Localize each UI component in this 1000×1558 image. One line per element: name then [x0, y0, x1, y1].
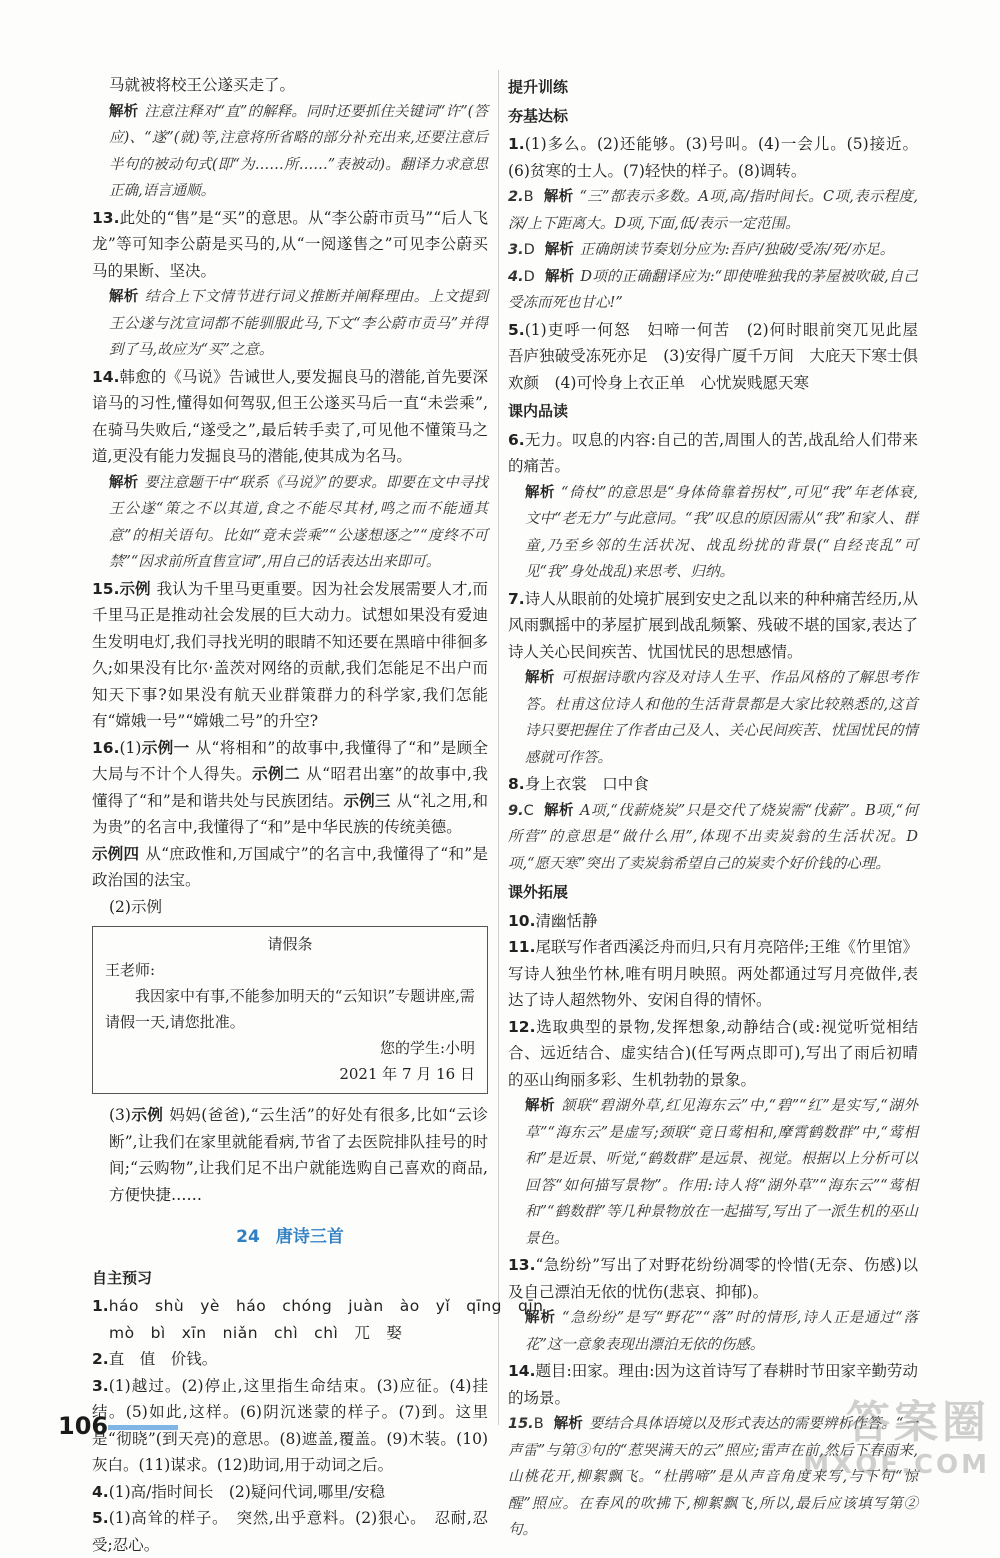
intro-line: 马就被将校王公遂买走了。	[109, 76, 296, 94]
leave-note-signature: 您的学生:小明	[379, 1039, 475, 1057]
site-watermark	[803, 1386, 990, 1480]
watermark-url: MXQE.COM	[803, 1450, 990, 1480]
question-16-example-4: 示例四 从“庶政惟和,万国咸宁”的名言中,我懂得了“和”是政治国的法宝。	[92, 844, 488, 889]
page-number-accent-bar	[108, 1425, 178, 1430]
exercise-2: 2.B 解析 “三”都表示多数。A项,高/指时间长。C项,表示程度,深/上下距离大。D项,下面,低/表示一定范围。	[508, 189, 919, 232]
watermark-title: 答案圈	[846, 1397, 990, 1448]
question-15: 15.示例 我认为千里马更重要。因为社会发展需要人才,而千里马正是推动社会发展的巨大动力。试想如果没有爱迪生发明电灯,我们寻找光明的眼睛不知还要在黑暗中徘徊多久;如果没有比尔·盖茨对网络的贡献,我们怎能足不出户而知天下事?如果没有航天业群策群力的科学家,我们怎能有“嫦娥一号”“嫦娥二号”的升空?	[92, 579, 488, 730]
exercise-8: 8.身上衣裳 口中食	[508, 775, 649, 793]
unit-number: 24	[236, 1227, 260, 1247]
exercise-10: 10.清幽恬静	[508, 911, 598, 930]
exercise-1: 1.(1)多么。(2)还能够。(3)号叫。(4)一会儿。(5)接近。(6)贫寒的士人。(7)轻快的样子。(8)调转。	[508, 135, 918, 180]
question-14-explanation: 解析 要注意题干中“联系《马说》”的要求。即要在文中寻找王公遂“策之不以其道,食之不能尽其材,鸣之而不能通其意”的相关语句。比如“竟未尝乘”“公遂想逐之”“度终不可禁”“因求前所直售宣词”,用自己的话表达出来即可。	[109, 474, 489, 570]
exercise-4: 4.D 解析 D项的正确翻译应为:“即使唯独我的茅屋被吹破,自己受冻而死也甘心!”	[508, 268, 919, 311]
exercise-13: 13.“急纷纷”写出了对野花纷纷凋零的怜惜(无奈、伤感)以及自己漂泊无依的忧伤(悲哀、抑郁)。	[508, 1256, 918, 1301]
section-preview-heading: 自主预习	[92, 1268, 153, 1287]
intro-explanation: 解析 注意注释对“直”的解释。同时还要抓住关键词“许”(答应)、“遂”(就)等,注意将所省略的部分补充出来,还要注意后半句的被动句式(即“为……所……”表被动)。翻译力求意思正确,语言通顺。	[109, 103, 488, 199]
exercise-6-explanation: 解析 “倚杖”的意思是“身体倚靠着拐杖”,可见“我”年老体衰,文中“老无力”与此意同。“我”叹息的原因需从“我”和家人、群童,乃至乡邻的生活状况、战乱纷扰的背景(“自经丧乱”可见“我”身处战乱)来思考、归纳。	[525, 484, 919, 580]
exercise-13-explanation: 解析 “急纷纷”是写“野花”“落”时的情形,诗人正是通过“落花”这一意象表现出漂泊无依的伤感。	[525, 1310, 919, 1353]
preview-q4: 4.(1)高/指时间长 (2)疑问代词,哪里/安稳	[92, 1482, 385, 1501]
exercise-11: 11.尾联写作者西溪泛舟而归,只有月亮陪伴;王维《竹里馆》写诗人独坐竹林,唯有明月映照。两处都通过写月亮做伴,表达了诗人超然物外、安闲自得的情怀。	[508, 938, 918, 1009]
question-13-explanation: 解析 结合上下文情节进行词义推断并阐释理由。上文提到王公遂与沈宣词都不能驯服此马,下文“李公蔚市贡马”并得到了马,故应为“买”之意。	[109, 289, 488, 358]
page-number: 106	[58, 1412, 109, 1440]
preview-q3: 3.(1)越过。(2)停止,这里指生命结束。(3)应征。(4)挂结。(5)如此,这样。(6)阴沉迷蒙的样子。(7)到。这里是“彻晓”(到天亮)的意思。(8)遮盖,覆盖。(9)木装。(10)灰白。(11)谋求。(12)助词,用于动词之后。	[92, 1376, 488, 1474]
question-16-part-3: (3)示例 妈妈(爸爸),“云生活”的好处有很多,比如“云诊断”,让我们在家里就能看病,节省了去医院排队挂号的时间;“云购物”,让我们足不出户就能选购自己喜欢的商品,方便快捷……	[109, 1106, 488, 1204]
right-column	[508, 72, 934, 1544]
leave-note-salutation: 王老师:	[105, 961, 156, 979]
exercise-6: 6.无力。叹息的内容:自己的苦,周围人的苦,战乱给人们带来的痛苦。	[508, 430, 918, 475]
question-14: 14.韩愈的《马说》告诫世人,要发掘良马的潜能,首先要深谙马的习性,懂得如何驾驭,但王公遂买马后一直“未尝乘”,在骑马失败后,“遂受之”,最后转手卖了,可见他不懂策马之道,更没有能力发掘良马的潜能,使其成为名马。	[92, 367, 488, 465]
leave-note-body: 我因家中有事,不能参加明天的“云知识”专题讲座,需请假一天,请您批准。	[105, 987, 475, 1031]
exercise-7: 7.诗人从眼前的处境扩展到安史之乱以来的种种痛苦经历,从风雨飘摇中的茅屋扩展到战乱频繁、残破不堪的国家,表达了诗人关心民间疾苦、忧国忧民的思想感情。	[508, 589, 918, 661]
exercise-14: 14.题目:田家。理由:因为这首诗写了春耕时节田家辛勤劳动的场景。	[508, 1362, 918, 1407]
unit-title: 唐诗三首	[275, 1227, 344, 1247]
unit-heading	[92, 1224, 488, 1251]
preview-q1: 1.háo shù yè háo chóng juàn ào yǐ qīng qīn	[92, 1293, 488, 1320]
exercise-7-explanation: 解析 可根据诗歌内容及对诗人生平、作品风格的了解思考作答。杜甫这位诗人和他的生活背景都是大家比较熟悉的,这首诗只要把握住了作者由己及人、关心民间疾苦、忧国忧民的情感就可作答。	[525, 670, 919, 766]
section-basic-heading: 夯基达标	[508, 106, 569, 125]
leave-note-box	[92, 926, 488, 1094]
column-divider	[498, 70, 499, 1425]
section-extension-heading: 课外拓展	[508, 883, 569, 901]
question-13: 13.此处的“售”是“买”的意思。从“李公蔚市贡马”“后人飞龙”等可知李公蔚是买马的,从“一阅遂售之”可见李公蔚买马的果断、坚决。	[92, 208, 488, 280]
exercise-12-explanation: 解析 颔联“碧湖外草,红见海东云”中,“碧”“红”是实写,“湖外草”“海东云”是虚写;颈联“竟日莺相和,摩霄鹤数群”中,“莺相和”是近景、听觉,“鹤数群”是远景、视觉。根据以上分析可以回答“如何描写景物”。作用:诗人将“湖外草”“海东云”“莺相和”“鹤数群”等几种景物放在一起描写,写出了一派生机的巫山景色。	[525, 1098, 919, 1247]
question-16-part-2: (2)示例	[109, 897, 162, 916]
exercise-12: 12.选取典型的景物,发挥想象,动静结合(或:视觉听觉相结合、远近结合、虚实结合)(任写两点即可),写出了雨后初晴的巫山绚丽多彩、生机勃勃的景象。	[508, 1017, 918, 1089]
exercise-3: 3.D 解析 正确朗读节奏划分应为:吾庐/独破/受冻/死/亦足。	[508, 242, 895, 258]
preview-q2: 2.直 值 价钱。	[92, 1350, 218, 1368]
exercise-9: 9.C 解析 A项,“伐薪烧炭”只是交代了烧炭需“伐薪”。B项,“何所营”的意思是“做什么用”,体现不出卖炭翁的生活状况。D项,“愿天寒”突出了卖炭翁希望自己的炭卖个好价钱的心理。	[508, 802, 918, 872]
leave-note-title: 请假条	[267, 935, 313, 953]
pinyin-row-1: háo shù yè háo chóng juàn ào yǐ qīng qīn	[108, 1297, 544, 1315]
question-16: 16.(1)示例一 从“将相和”的故事中,我懂得了“和”是顾全大局与不计个人得失。示例二 从“昭君出塞”的故事中,我懂得了“和”是和谐共处与民族团结。示例三 从“礼之用,和为贵”的名言中,我懂得了“和”是中华民族的传统美德。	[92, 738, 488, 836]
section-improve-heading: 提升训练	[508, 78, 569, 96]
leave-note-date: 2021 年 7 月 16 日	[339, 1065, 475, 1083]
preview-q5: 5.(1)高耸的样子。 突然,出乎意料。(2)狠心。 忍耐,忍受;忍心。	[92, 1509, 488, 1554]
exercise-15: 15.B 解析 要结合具体语境以及形式表达的需要辨析作答。“一声雷”与第③句的“惹哭满天的云”照应;雷声在前,然后下春雨来,山桃花开,柳絮飘飞。“杜鹃啼”是从声音角度来写,与下句“惊醒”照应。在春风的吹拂下,柳絮飘飞,所以,最后应该填写第②句。	[508, 1416, 918, 1538]
section-reading-heading: 课内品读	[508, 402, 569, 420]
exercise-5: 5.(1)吏呼一何怒 妇啼一何苦 (2)何时眼前突兀见此屋 吾庐独破受冻死亦足 (3)安得广厦千万间 大庇天下寒士俱欢颜 (4)可怜身上衣正单 心忧炭贱愿天寒	[508, 320, 934, 392]
pinyin-row-2: mò bì xīn niǎn chì chì 兀 娶	[109, 1323, 403, 1342]
